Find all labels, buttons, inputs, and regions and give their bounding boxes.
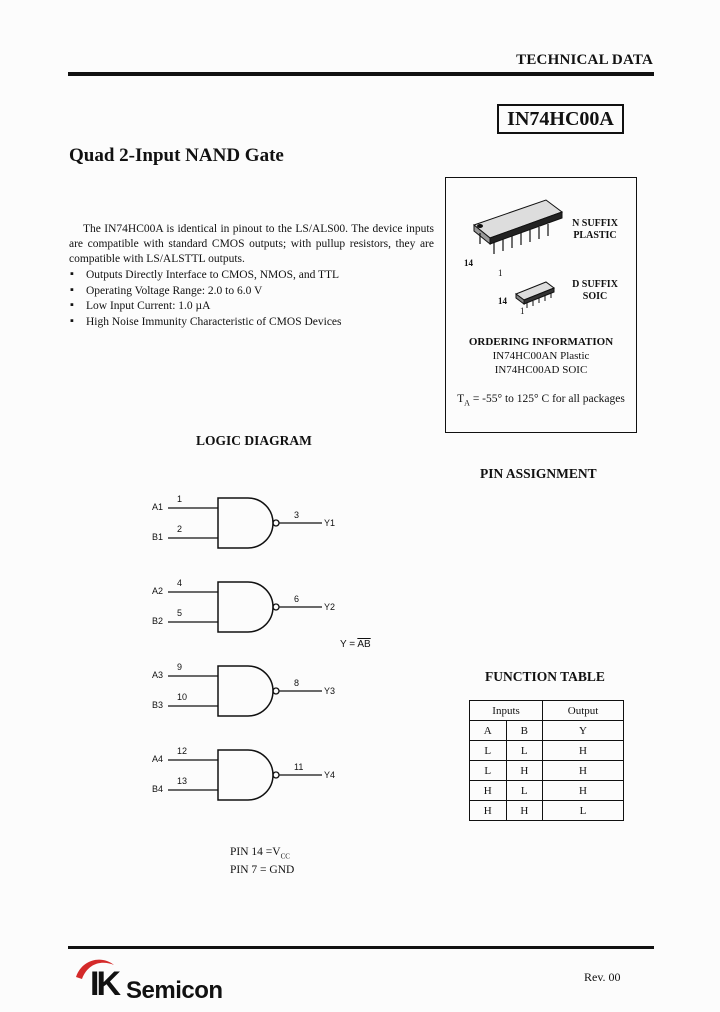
pin7-gnd: PIN 7 = GND — [230, 864, 295, 877]
gate-pin-number: 1 — [177, 494, 183, 504]
ordering-item: IN74HC00AN Plastic — [492, 350, 590, 362]
part-number-box: IN74HC00A — [497, 104, 624, 134]
table-row — [470, 761, 624, 781]
table-row — [470, 781, 624, 801]
description — [69, 222, 434, 267]
column-header: B — [506, 721, 543, 741]
gate-pin-number: 13 — [177, 776, 188, 786]
pin14-vcc — [230, 845, 294, 863]
pin14-text: PIN 14 =V — [230, 846, 281, 858]
equation-rhs: $\overline{AB}$ — [357, 639, 371, 650]
gate-input-label: B4 — [152, 784, 164, 794]
dip-pin14-label: 14 — [464, 258, 473, 268]
soic-pin14-label: 14 — [498, 296, 507, 306]
table-cell: H — [470, 801, 507, 821]
gate-output-label: Y4 — [324, 770, 336, 780]
d-suffix-text: D SUFFIX — [572, 279, 618, 290]
table-cell: H — [543, 741, 624, 761]
gate-pin-number: 12 — [177, 746, 188, 756]
column-header: A — [470, 721, 507, 741]
feature-item: ▪ Operating Voltage Range: 2.0 to 6.0 V — [69, 284, 439, 300]
section-title: TECHNICAL DATA — [516, 52, 653, 68]
gate-input-label: A3 — [152, 670, 164, 680]
gate-pin-number: 9 — [177, 662, 183, 672]
table-cell: L — [506, 741, 543, 761]
table-cell: L — [470, 741, 507, 761]
table-cell: H — [506, 761, 543, 781]
ordering-title: ORDERING INFORMATION — [468, 336, 614, 348]
temp-symbol: T — [457, 393, 465, 405]
table-row — [470, 801, 624, 821]
table-cell: H — [543, 781, 624, 801]
pin-assignment-title: PIN ASSIGNMENT — [480, 466, 597, 481]
n-suffix-label — [558, 218, 632, 242]
gate-input-label: B2 — [152, 616, 164, 626]
feature-item: ▪ Low Input Current: 1.0 µA — [69, 299, 439, 315]
gate-pin-number: 6 — [294, 594, 300, 604]
logo-ik: IK — [90, 965, 118, 1003]
soic-pin1-label: 1 — [520, 306, 525, 316]
table-cell: L — [506, 781, 543, 801]
gate-output-label: Y1 — [324, 518, 336, 528]
feature-list — [69, 268, 439, 330]
table-cell: H — [543, 761, 624, 781]
gate-output-label: Y3 — [324, 686, 336, 696]
table-cell: L — [543, 801, 624, 821]
revision: Rev. 00 — [584, 970, 621, 984]
d-suffix-label — [558, 279, 632, 303]
gate-pin-number: 11 — [294, 762, 304, 772]
temp-text: = -55° to 125° C for all packages — [469, 393, 625, 405]
boolean-equation — [340, 639, 371, 650]
page-title: Quad 2-Input NAND Gate — [69, 145, 284, 166]
vcc-subscript: CC — [280, 852, 290, 861]
gate-labels — [140, 490, 360, 810]
ordering-item: IN74HC00AD SOIC — [494, 364, 588, 376]
table-row — [470, 741, 624, 761]
feature-item: ▪ High Noise Immunity Characteristic of CMOS Devices — [69, 315, 439, 331]
company-logo — [72, 955, 262, 1005]
gate-input-label: A1 — [152, 502, 164, 512]
table-cell: L — [470, 761, 507, 781]
gate-input-label: B3 — [152, 700, 164, 710]
gate-pin-number: 8 — [294, 678, 300, 688]
feature-item: ▪ Outputs Directly Interface to CMOS, NMOS, and TTL — [69, 268, 439, 284]
temperature-range — [446, 392, 636, 410]
package-box — [445, 177, 637, 433]
soic-package-icon — [516, 282, 554, 308]
d-type-text: SOIC — [582, 291, 608, 302]
dip-pin1-label: 1 — [498, 268, 503, 278]
gate-pin-number: 10 — [177, 692, 188, 702]
gate-pin-number: 4 — [177, 578, 183, 588]
n-type-text: PLASTIC — [573, 230, 617, 241]
logic-diagram-title: LOGIC DIAGRAM — [196, 433, 312, 448]
gate-input-label: B1 — [152, 532, 164, 542]
description-text: The IN74HC00A is identical in pinout to the LS/ALS00. The device inputs are compatible with standard CMOS outputs; with pullup resistors, they are compatible with LS/ALSTTL outputs. — [69, 223, 434, 265]
power-pins — [230, 845, 294, 877]
gate-input-label: A4 — [152, 754, 164, 764]
bottom-rule — [68, 946, 654, 949]
temp-subscript: A — [464, 398, 470, 408]
gate-input-label: A2 — [152, 586, 164, 596]
dip-package-icon — [474, 200, 562, 254]
gate-pin-number: 5 — [177, 608, 183, 618]
equation-lhs: Y = — [340, 639, 358, 650]
function-table — [469, 700, 624, 821]
gate-pin-number: 3 — [294, 510, 300, 520]
logo-semicon: Semicon — [126, 977, 223, 1004]
n-suffix-text: N SUFFIX — [572, 218, 618, 229]
inputs-header: Inputs — [470, 701, 543, 721]
table-cell: H — [470, 781, 507, 801]
table-cell: H — [506, 801, 543, 821]
gate-output-label: Y2 — [324, 602, 336, 612]
function-table-title: FUNCTION TABLE — [485, 669, 605, 684]
output-header: Output — [543, 701, 624, 721]
gate-pin-number: 2 — [177, 524, 183, 534]
top-rule — [68, 72, 654, 76]
column-header: Y — [543, 721, 624, 741]
